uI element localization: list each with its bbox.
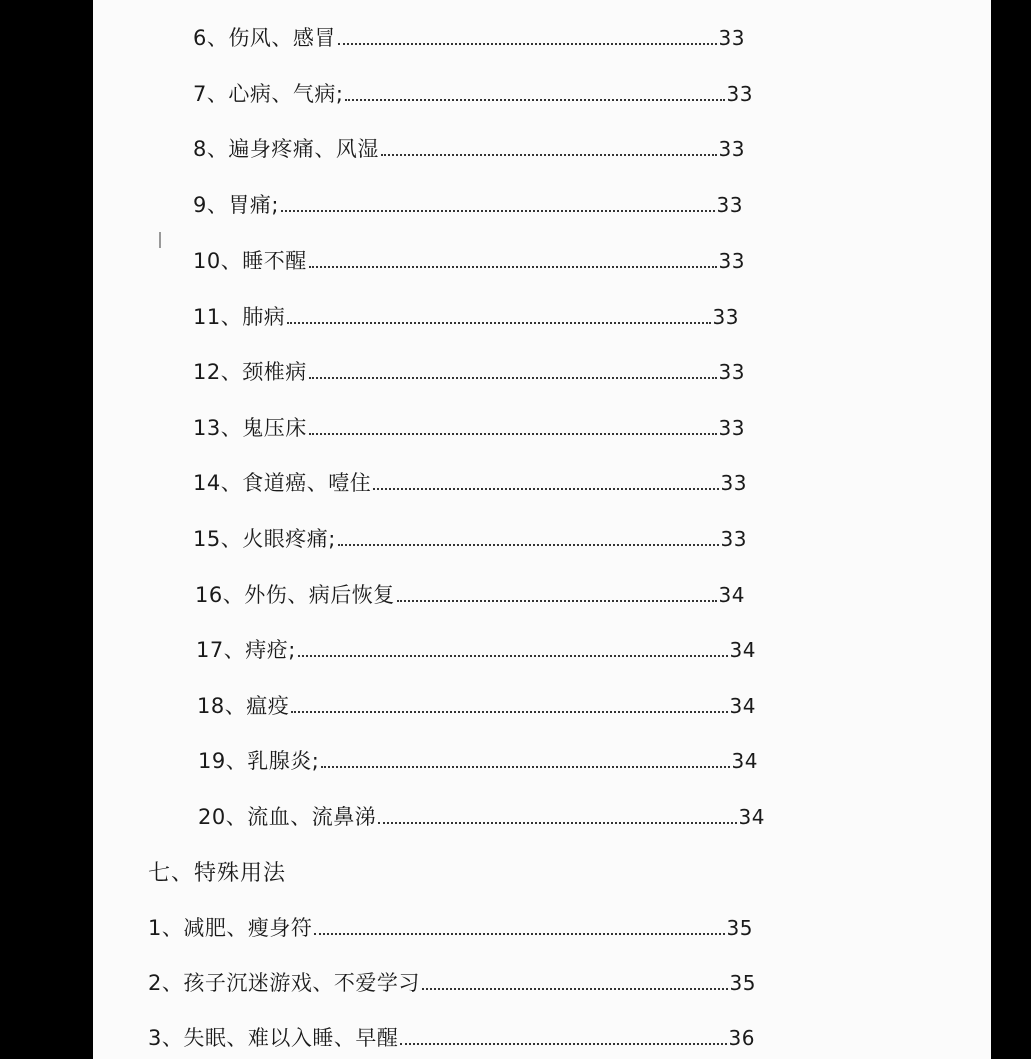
toc-page-number: 33 (712, 305, 739, 329)
toc-entry (193, 247, 745, 275)
toc-entry-label: 12、颈椎病 (193, 360, 307, 384)
toc-leader-dots (397, 581, 717, 609)
toc-entry-label: 9、胃痛; (193, 193, 279, 217)
toc-entry (193, 469, 747, 497)
toc-entry-label: 15、火眼疼痛; (193, 527, 336, 551)
toc-entry (193, 24, 745, 52)
toc-entry (193, 303, 739, 331)
toc-entry-label: 14、食道癌、噎住 (193, 471, 372, 495)
section-heading: 七、特殊用法 (148, 861, 287, 886)
toc-entry-label: 1、减肥、瘦身符 (148, 916, 313, 940)
toc-leader-dots (338, 525, 719, 553)
document-page (93, 0, 991, 1059)
toc-page-number: 33 (718, 137, 745, 161)
toc-page-number: 36 (728, 1026, 755, 1050)
toc-leader-dots (309, 247, 717, 275)
toc-page-number: 34 (731, 749, 758, 773)
toc-leader-dots (298, 636, 728, 664)
toc-leader-dots (345, 80, 724, 108)
toc-page-number: 33 (720, 527, 747, 551)
toc-entry-label: 16、外伤、病后恢复 (195, 583, 395, 607)
toc-leader-dots (309, 414, 717, 442)
toc-entry (193, 414, 745, 442)
toc-entry (198, 803, 765, 831)
toc-leader-dots (378, 803, 736, 831)
toc-entry-label: 8、遍身疼痛、风湿 (193, 137, 379, 161)
toc-entry (148, 1024, 755, 1052)
toc-page-number: 35 (726, 916, 753, 940)
toc-page-number: 33 (726, 82, 753, 106)
toc-entry-label: 17、痔疮; (196, 638, 296, 662)
toc-leader-dots (281, 191, 715, 219)
toc-leader-dots (321, 747, 729, 775)
toc-entry (196, 636, 756, 664)
toc-leader-dots (287, 303, 710, 331)
toc-entry (193, 525, 747, 553)
toc-leader-dots (309, 358, 717, 386)
toc-leader-dots (400, 1024, 726, 1052)
toc-leader-dots (291, 692, 727, 720)
toc-entry (195, 581, 745, 609)
toc-entry-label: 13、鬼压床 (193, 416, 307, 440)
toc-entry (193, 80, 753, 108)
toc-entry (197, 692, 756, 720)
toc-page-number: 35 (729, 971, 756, 995)
toc-entry-label: 7、心病、气病; (193, 82, 344, 106)
toc-leader-dots (422, 969, 728, 997)
toc-page-number: 33 (720, 471, 747, 495)
toc-page-number: 33 (718, 360, 745, 384)
toc-entry (198, 747, 758, 775)
toc-entry (193, 358, 745, 386)
toc-leader-dots (338, 24, 717, 52)
toc-entry-label: 18、瘟疫 (197, 694, 290, 718)
toc-page-number: 33 (718, 26, 745, 50)
toc-leader-dots (381, 135, 717, 163)
toc-leader-dots (314, 914, 724, 942)
toc-page-number: 34 (738, 805, 765, 829)
toc-entry-label: 19、乳腺炎; (198, 749, 320, 773)
toc-page-number: 34 (729, 638, 756, 662)
toc-entry-label: 6、伤风、感冒 (193, 26, 336, 50)
toc-entry (193, 191, 743, 219)
toc-leader-dots (373, 469, 718, 497)
toc-page-number: 34 (718, 583, 745, 607)
toc-entry (148, 914, 753, 942)
toc-page-number: 33 (718, 249, 745, 273)
toc-entry-label: 10、睡不醒 (193, 249, 307, 273)
scan-mark (159, 232, 161, 248)
toc-entry (193, 135, 745, 163)
toc-page-number: 33 (718, 416, 745, 440)
toc-entry-label: 11、肺病 (193, 305, 286, 329)
toc-entry-label: 3、失眠、难以入睡、早醒 (148, 1026, 399, 1050)
toc-entry (148, 969, 756, 997)
toc-page-number: 33 (716, 193, 743, 217)
toc-page-number: 34 (729, 694, 756, 718)
toc-entry-label: 20、流血、流鼻涕 (198, 805, 377, 829)
toc-entry-label: 2、孩子沉迷游戏、不爱学习 (148, 971, 420, 995)
